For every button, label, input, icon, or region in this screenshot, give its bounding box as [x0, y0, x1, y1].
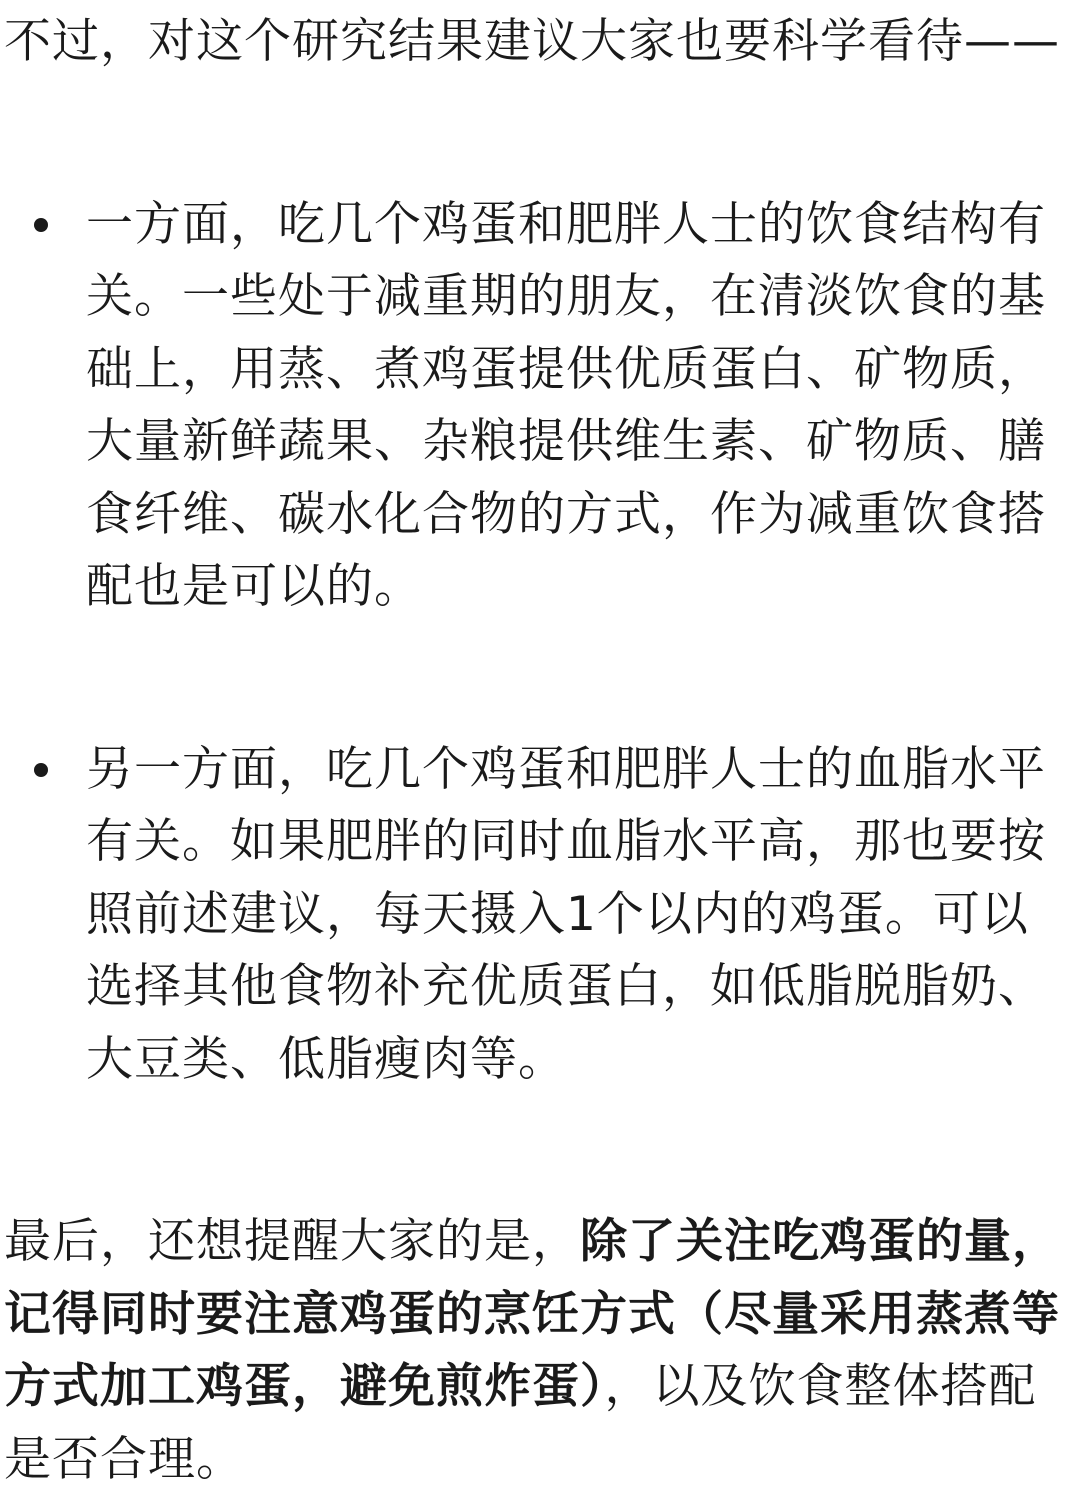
closing-tail: ，以及饮食整体搭配是否合理。: [4, 1359, 1037, 1487]
closing-lead: 最后，还想提醒大家的是，: [4, 1214, 580, 1269]
bullet-dot-icon: [34, 763, 48, 777]
bullet-text: 另一方面，吃几个鸡蛋和肥胖人士的血脂水平有关。如果肥胖的同时血脂水平高，那也要按照前述建议，每天摄入1个以内的鸡蛋。可以选择其他食物补充优质蛋白，如低脂脱脂奶、大豆类、低脂瘦肉等。: [86, 741, 1046, 1087]
closing-emphasis: 除了关注吃鸡蛋的量，记得同时要注意鸡蛋的烹饪方式（尽量采用蒸煮等方式加工鸡蛋，避免煎炸蛋）: [4, 1214, 1060, 1414]
bullet-text: 一方面，吃几个鸡蛋和肥胖人士的饮食结构有关。一些处于减重期的朋友，在清淡饮食的基础上，用蒸、煮鸡蛋提供优质蛋白、矿物质，大量新鲜蔬果、杂粮提供维生素、矿物质、膳食纤维、碳水化合物的方式，作为减重饮食搭配也是可以的。: [86, 196, 1046, 614]
bullet-dot-icon: [34, 218, 48, 232]
article-body: [4, 0, 1066, 1496]
bullet-list: [4, 189, 1066, 1097]
list-item: [4, 734, 1066, 1097]
list-item: [4, 189, 1066, 624]
closing-paragraph: [4, 1206, 1066, 1496]
intro-paragraph: 不过，对这个研究结果建议大家也要科学看待——: [4, 14, 1060, 69]
